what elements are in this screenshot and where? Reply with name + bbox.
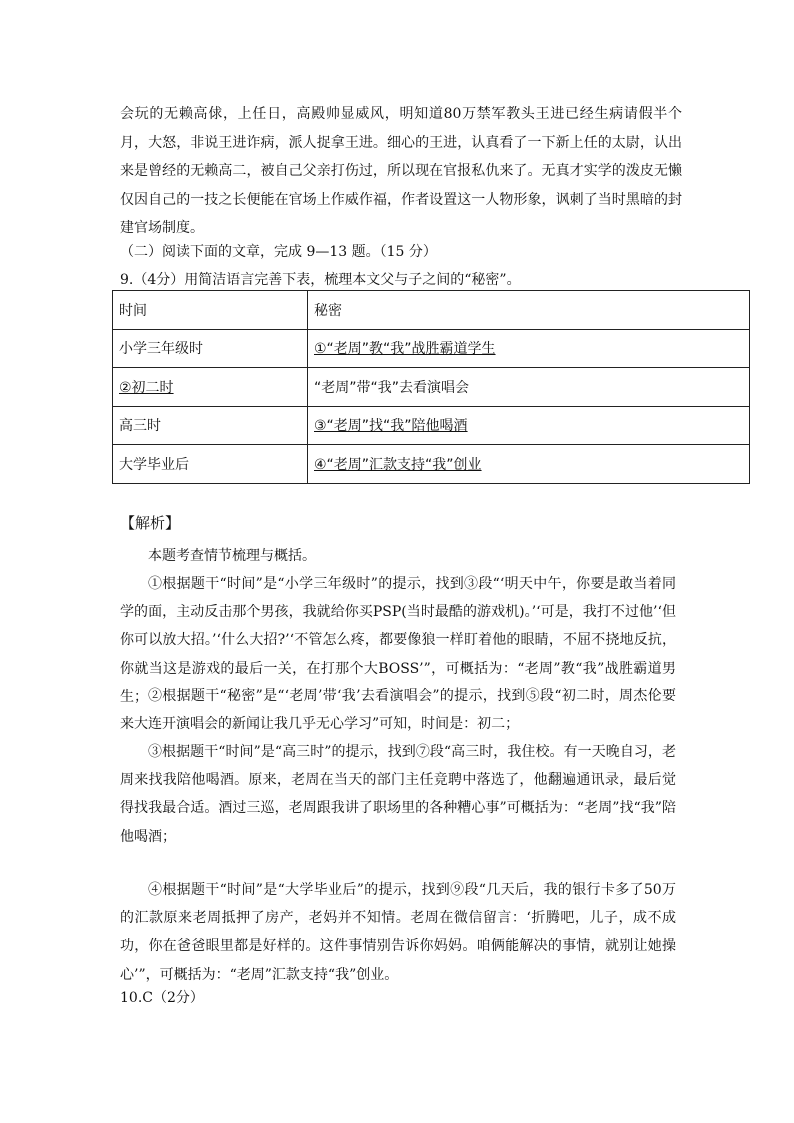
table-cell-time: 高三时	[113, 406, 308, 445]
analysis-paragraph: ①根据题干“时间”是“小学三年级时”的提示，找到③段“‘明天中午，你要是敢当着同学的面，主动反击那个男孩，我就给你买PSP(当时最酷的游戏机)。’‘可是，我打不过他’‘但你可以放大招。’‘什么大招?’‘不管怎么疼，都要像狼一样盯着他的眼睛，不屈不挠地反抗，你就当这是游戏的最后一关，在打那个大BOSS’”，可概括为：“老周”教“我”战胜霸道男生；	[120, 576, 676, 705]
table-cell-secret: ③“老周”找“我”陪他喝酒	[308, 406, 750, 445]
table-header-secret: 秘密	[308, 291, 750, 330]
table-cell-secret: “老周”带“我”去看演唱会	[308, 368, 750, 407]
table-cell-time: ②初二时	[113, 368, 308, 407]
table-row	[113, 406, 750, 445]
analysis-heading: 【解析】	[120, 514, 181, 532]
table-row	[113, 329, 750, 368]
table-header-time: 时间	[113, 291, 308, 330]
question-9: 9.（4分）用简洁语言完善下表，梳理本文父与子之间的“秘密”。	[120, 272, 521, 288]
table-cell-time: 小学三年级时	[113, 329, 308, 368]
secrets-table	[112, 290, 750, 484]
table-cell-secret: ④“老周”汇款支持“我”创业	[308, 445, 750, 484]
answer-10: 10.C（2分）	[120, 990, 204, 1006]
section-heading: （二）阅读下面的文章，完成 9—13 题。（15 分）	[120, 244, 437, 260]
analysis-paragraph: ②根据题干“秘密”是“‘老周’带‘我’去看演唱会”的提示，找到⑤段“初二时，周杰伦要来大连开演唱会的新闻让我几乎无心学习”可知，时间是：初二；	[120, 688, 676, 733]
analysis-paragraph: ③根据题干“时间”是“高三时”的提示，找到⑦段“高三时，我住校。有一天晚自习，老周来找我陪他喝酒。原来，老周在当天的部门主任竞聘中落选了，他翻遍通讯录，最后觉得找我最合适。酒过三巡，老周跟我讲了职场里的各种糟心事”可概括为：“老周”找“我”陪他喝酒；	[120, 744, 676, 845]
table-cell-secret: ①“老周”教“我”战胜霸道学生	[308, 329, 750, 368]
analysis-paragraph: ④根据题干“时间”是“大学毕业后”的提示，找到⑨段“几天后，我的银行卡多了50万的汇款原来老周抵押了房产，老妈并不知情。老周在微信留言：‘折腾吧，儿子，成不成功，你在爸爸眼里都是好样的。这件事情别告诉你妈妈。咱俩能解决的事情，就别让她操心’”，可概括为：“老周”汇款支持“我”创业。	[120, 882, 676, 983]
analysis-paragraph: 本题考查情节梳理与概括。	[148, 548, 316, 564]
table-row	[113, 368, 750, 407]
table-cell-time: 大学毕业后	[113, 445, 308, 484]
table-header-row	[113, 291, 750, 330]
intro-paragraph: 会玩的无赖高俅，上任日，高殿帅显威风，明知道80万禁军教头王进已经生病请假半个月，大怒，非说王进诈病，派人捉拿王进。细心的王进，认真看了一下新上任的太尉，认出来是曾经的无赖高二，被自己父亲打伤过，所以现在官报私仇来了。无真才实学的泼皮无懒仅因自己的一技之长便能在官场上作威作福，作者设置这一人物形象，讽刺了当时黑暗的封建官场制度。	[120, 106, 682, 237]
table-row	[113, 445, 750, 484]
